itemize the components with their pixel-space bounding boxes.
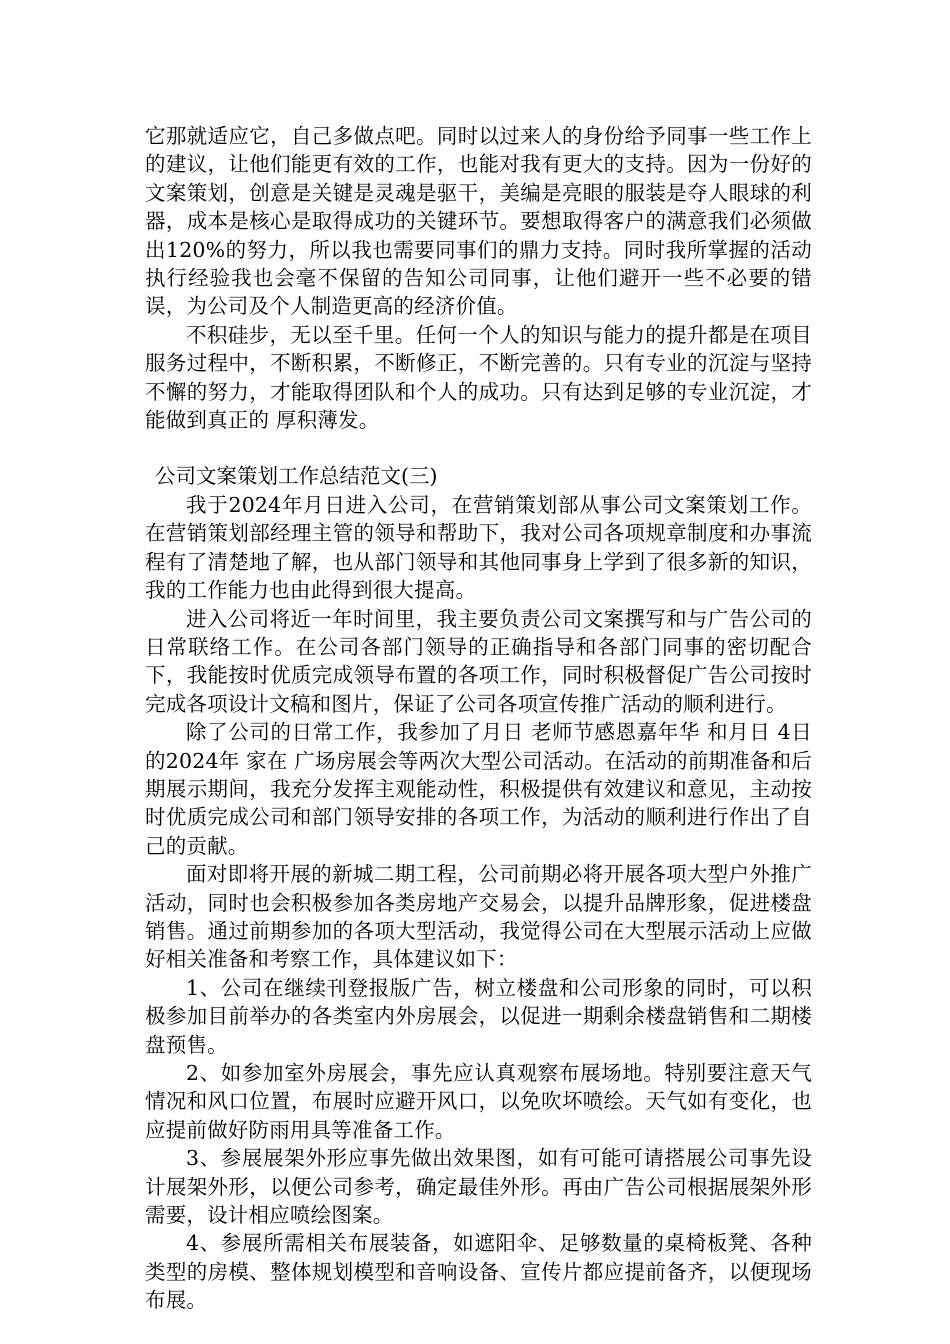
suggestion-3: 3、参展展架外形应事先做出效果图，如有可能可请搭展公司事先设计展架外形，以便公司参考，确定最佳外形。再由广告公司根据展架外形需要，设计相应喷绘图案。 — [145, 1146, 812, 1228]
paragraph-4: 进入公司将近一年时间里，我主要负责公司文案撰写和与广告公司的日常联络工作。在公司各部门领导的正确指导和各部门同事的密切配合下，我能按时优质完成领导布置的各项工作，同时积极督促广告公司按时完成各项设计文稿和图片，保证了公司各项宣传推广活动的顺利进行。 — [145, 606, 812, 716]
section-heading: 公司文案策划工作总结范文(三) — [155, 464, 438, 489]
paragraph-5: 除了公司的日常工作，我参加了月日 老师节感恩嘉年华 和月日 4日的2024年 家在 广场房展会等两次大型公司活动。在活动的前期准备和后期展示期间，我充分发挥主观能动性，积极提供有效建议和意见，主动按时优质完成公司和部门领导安排的各项工作，为活动的顺利进行作出了自己的贡献。 — [145, 720, 812, 858]
paragraph-2: 不积硅步，无以至千里。任何一个人的知识与能力的提升都是在项目服务过程中，不断积累，不断修正，不断完善的。只有专业的沉淀与坚持不懈的努力，才能取得团队和个人的成功。只有达到足够的专业沉淀，才能做到真正的 厚积薄发。 — [145, 322, 812, 433]
paragraph-6: 面对即将开展的新城二期工程，公司前期必将开展各项大型户外推广活动，同时也会积极参加各类房地产交易会，以提升品牌形象，促进楼盘销售。通过前期参加的各项大型活动，我觉得公司在大型展示活动上应做好相关准备和考察工作，具体建议如下： — [145, 862, 812, 972]
document-page — [145, 122, 812, 1315]
paragraph-3: 我于2024年月日进入公司，在营销策划部从事公司文案策划工作。在营销策划部经理主管的领导和帮助下，我对公司各项规章制度和办事流程有了清楚地了解，也从部门领导和其他同事身上学到了很多新的知识，我的工作能力也由此得到很大提高。 — [145, 492, 812, 603]
suggestion-2: 2、如参加室外房展会，事先应认真观察布展场地。特别要注意天气情况和风口位置，布展时应避开风口，以免吹坏喷绘。天气如有变化，也应提前做好防雨用具等准备工作。 — [145, 1061, 812, 1142]
paragraph-1: 它那就适应它，自己多做点吧。同时以过来人的身份给予同事一些工作上的建议，让他们能更有效的工作，也能对我有更大的支持。因为一份好的文案策划，创意是关键是灵魂是驱干，美编是亮眼的服装是夺人眼球的利器，成本是核心是取得成功的关键环节。要想取得客户的满意我们必须做出120%的努力，所以我也需要同事们的鼎力支持。同时我所掌握的活动执行经验我也会毫不保留的告知公司同事，让他们避开一些不必要的错误，为公司及个人制造更高的经济价值。 — [145, 124, 812, 319]
suggestion-1: 1、公司在继续刊登报版广告，树立楼盘和公司形象的同时，可以积极参加目前举办的各类室内外房展会，以促进一期剩余楼盘销售和二期楼盘预售。 — [145, 975, 812, 1057]
section-gap — [145, 434, 812, 462]
suggestion-4: 4、参展所需相关布展装备，如遮阳伞、足够数量的桌椅板凳、各种类型的房模、整体规划模型和音响设备、宣传片都应提前备齐，以便现场布展。 — [145, 1231, 812, 1313]
